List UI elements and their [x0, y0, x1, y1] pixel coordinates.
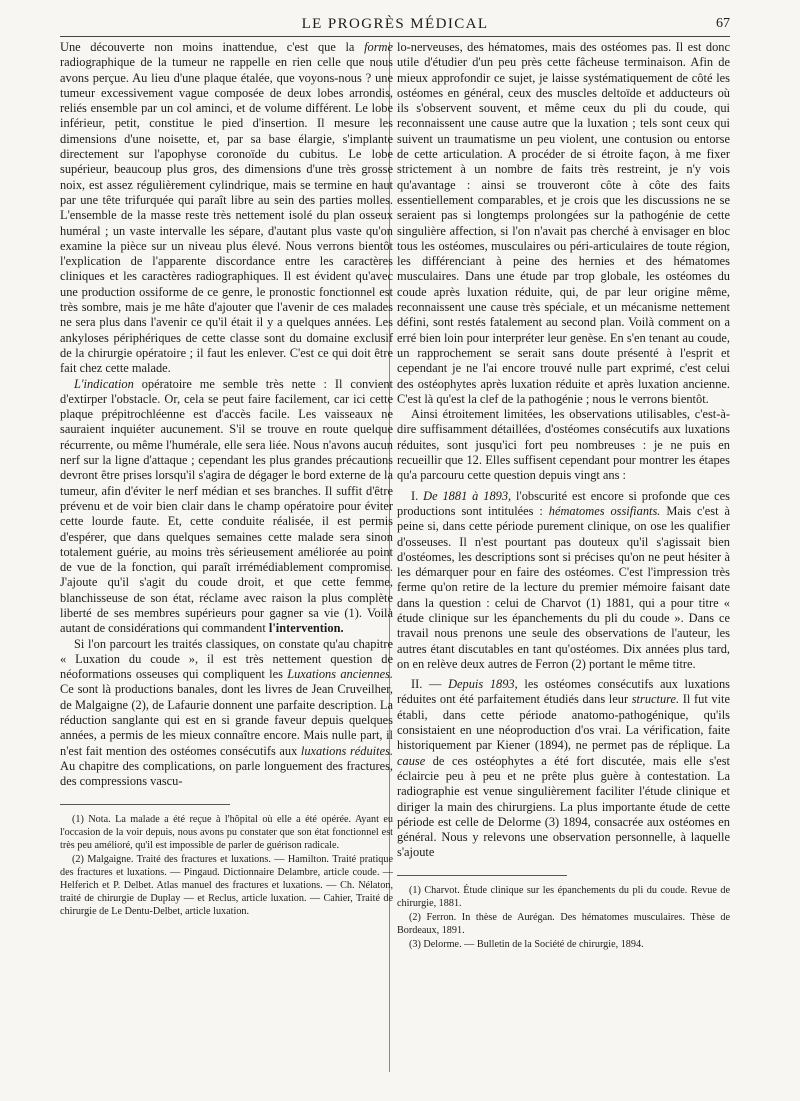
- footnote: (1) Charvot. Étude clinique sur les épanchements du pli du coude. Revue de chirurgie, 1881.: [397, 884, 730, 909]
- footnotes: [60, 813, 393, 918]
- emphasis: forme: [364, 40, 393, 54]
- text-run: de ces ostéophytes a été fort discutée, mais elle s'est éclaircie peu à peu et ne prête plus guère à contestation. La radiographie est venue singulièrement faciliter l'étude clinique et diriger la main des chirurgiens. La plus importante étude de cette période est celle de Delorme (3) 1894, consacrée aux ostéomes en général. Nous y relevons une observation personnelle, à laquelle s'ajoute: [397, 753, 730, 860]
- text-run: radiographique de la tumeur ne rappelle en rien celle que nous avons perçue. Au lieu d'une plaque étalée, que voyons-nous ? une tumeur excessivement vague composée de deux lobes arrondis, reliés ensemble par un col aminci, et de volume différent. Le lobe inférieur, petit, constitue le pied d'insertion. Il mesure les dimensions d'une noisette, et, par sa base élargie, s'implante directement sur l'apophyse coronoïde du cubitus. Le lobe supérieur, beaucoup plus gros, des dimensions d'une très grosse noix, est assez régulièrement cylindrique, mais se termine en haut par une tête trifurquée qui paraît libre au sein des parties molles. L'ensemble de la masse reste très nettement isolé du plan osseux huméral ; un vaste intervalle les sépare, d'autant plus vaste qu'on examine la pièce sur un niveau plus élevé. Nous verrons bientôt l'explication de l'apparente discordance entre les caractères cliniques et les caractères radiographiques. Il est évident qu'avec une production ossiforme de ce genre, le pronostic fonctionnel est très sombre, mais je me hâte d'ajouter que l'avenir de ces malades ne sera plus dans l'avenir ce qu'il était il y a quelques années. Les ankyloses périphériques de cette classe sont du domaine exclusif de la chirurgie opératoire ; il faut les enlever. C'est ce qui doit être fait chez cette malade.: [60, 55, 393, 376]
- paragraph: lo-nerveuses, des hématomes, mais des ostéomes pas. Il est donc utile d'étudier d'un peu près cette fâcheuse terminaison. Afin de mieux approfondir ce sujet, je laisse systématiquement de côté les ostéomes en général, ceux des muscles deltoïde et adducteurs où ils s'observent souvent, et même ceux du pli du coude, qui reconnaissent une cause autre que la luxation ; tels sont ceux qui suivent un traumatisme un peu violent, une contusion ou entorse de cette articulation. A procéder de si étroite façon, à me fixer strictement à un nombre de faits très restreint, je n'y vois qu'avantage : ainsi se trouveront côte à côte des faits essentiellement comparables, et je crois que les discussions ne se seraient pas si longtemps prolongées sur la pathogénie de cette singulière affection, si l'on n'avait pas cherché à envisager en bloc tous les ostéomes, musculaires ou péri-articulaires de toute région, les différenciant à peine des hernies et des hématomes musculaires. Dans une étude par trop globale, les ostéomes du coude après luxation réduite, qui, de par leur origine même, reconnaissent une cause très spéciale, et un mécanisme nettement défini, sont restés fatalement au second plan. Voilà comment on a erré bien loin pour interpréter leur genèse. En s'en tenant au coude, un rapprochement se serait sans doute présenté à l'esprit et cependant je ne l'ai encore trouvé nulle part exprimé, c'est celui des ostéophytes après luxation réduite et après luxation ancienne. C'est là qu'est la clef de la pathogénie ; nous le verrons bientôt.: [397, 40, 730, 406]
- paragraph: [397, 489, 730, 673]
- text-run: opératoire me semble très nette : Il convient d'extirper l'obstacle. Or, cela se peut faire facilement, car ici cette plaque prépitrochléenne est d'accès facile. Les vaisseaux ne sauraient inquiéter aucunement. S'il se trouve en route quelque récurrente, ou même l'humérale, elle sera liée. Nous n'avons aucun nerf sur la ligne d'attaque ; cependant les plus grandes précautions devront être prises lorsqu'il s'agira de dégager le bord externe de la tumeur, afin d'éviter le nerf médian et ses branches. Il suffit d'être prévenu et de voir bien clair dans le champ opératoire pour éviter cette lourde faute. Et, cette conduite réalisée, il est permis d'espérer, que dans quelques semaines cette malade sera sinon totalement guérie, au moins très sérieusement améliorée au point de vue de la fonction, qui paraît irrémédiablement compromise. J'ajoute qu'il s'agit du coude droit, et que cette femme, blanchisseuse de son état, réclame avec raison la plus complète liberté de ses membres supérieurs pour gagner sa vie (1). Voilà autant de considérations qui commandent: [60, 376, 393, 636]
- emphasis: cause: [397, 753, 426, 768]
- section-label: I.: [411, 488, 419, 503]
- journal-title: LE PROGRÈS MÉDICAL: [301, 16, 489, 32]
- emphasis: L'indication: [74, 376, 134, 391]
- paragraph: [60, 637, 393, 790]
- footnote: (2) Malgaigne. Traité des fractures et luxations. — Hamilton. Traité pratique des fractures et luxations. — Pingaud. Dictionnaire Delambre, article coude. — Helferich et P. Delbet. Atlas manuel des fractures et luxations. — Ch. Nélaton, traité de chirurgie de Duplay — et Reclus, article luxation. — Cahier, Traité de chirurgie de Le Dentu-Delbet, article luxation.: [60, 853, 393, 917]
- footnote: (2) Ferron. In thèse de Aurégan. Des hématomes musculaires. Thèse de Bordeaux, 1891.: [397, 911, 730, 936]
- paragraph: [60, 40, 393, 377]
- text-run: Ce sont là productions banales, dont les livres de Jean Cruveilher, de Malgaigne (2), de Lafaurie donnent une parfaite description. La réduction sanglante qui est en si grande faveur depuis quelques années, a permis de les mieux connaître encore. Mais nulle part, il n'est fait mention des ostéomes consécutifs aux: [60, 682, 393, 758]
- running-head: [60, 14, 730, 37]
- emphasis: Luxations anciennes.: [287, 667, 393, 682]
- paragraph: [60, 377, 393, 637]
- text-run: Mais c'est à peine si, dans cette période purement clinique, on ose les qualifier d'osseuses. Il n'est pourtant pas douteux qu'il s'agissait bien d'ostéomes, les descriptions sont si précises qu'on ne peut hésiter à les démarquer pour en faire des ostéomes. C'est l'impression très ferme qu'on retire de la lecture du premier mémoire faisant date dans la question : celui de Charvot (1) 1881, qui a pour titre « étude clinique sur les épanchements du pli du coude ». Dans ce travail nous prenons une seule des observations de l'auteur, les autres étant discutables en tant qu'ostéomes. Dix années plus tard, on en relève deux autres de Ferron (2) portant le même titre.: [397, 503, 730, 671]
- text-run: les ostéomes consécutifs aux luxations réduites ont été parfaitement étudiés dans leur: [397, 677, 730, 707]
- emphasis: De 1881 à 1893,: [423, 488, 512, 503]
- footnote: (3) Delorme. — Bulletin de la Société de chirurgie, 1894.: [409, 938, 644, 950]
- text-run: Une découverte non moins inattendue, c'est que la: [60, 40, 355, 54]
- section-label: II. —: [411, 677, 442, 692]
- right-column: [397, 40, 730, 952]
- emphasis: Depuis 1893,: [448, 677, 518, 692]
- text-run: Il fut vite établi, dans cette période anatomo-pathogénique, qu'ils consistaient en une néoproduction d'os vrai. La vérification, faite historiquement par Kiener (1894), ne permet pas de réplique. La: [397, 692, 730, 753]
- emphasis: hématomes ossifiants.: [548, 503, 661, 518]
- footnote: (1) Nota. La malade a été reçue à l'hôpital où elle a été opérée. Ayant eu l'occasion de la voir depuis, nous avons pu constater que son état fonctionnel est très peu amélioré, qu'il est impossible de parler de guérison radicale.: [60, 813, 393, 851]
- paragraph: [397, 677, 730, 861]
- text-run: Si l'on parcourt les traités classiques, on constate qu'au chapitre « Luxation du coude », il est très nettement question de néoformations osseuses qui compliquent les: [60, 636, 393, 682]
- footnotes: [397, 884, 730, 951]
- page-number: 67: [716, 16, 730, 31]
- emphasis: luxations réduites.: [300, 743, 393, 758]
- text-run: l'obscurité est encore si profonde que ces productions sont intitulées :: [397, 488, 730, 518]
- footnote-rule: [60, 804, 230, 805]
- bold-phrase: l'intervention.: [268, 621, 344, 636]
- emphasis: structure.: [631, 692, 680, 707]
- text-run: Au chapitre des complications, on parle longuement des fractures, des compressions vascu-: [60, 758, 393, 789]
- footnote-rule: [397, 875, 567, 876]
- paragraph: Ainsi étroitement limitées, les observations utilisables, c'est-à-dire suffisamment détaillées, d'ostéomes consécutifs aux luxations réduites, sont jusqu'ici fort peu nombreuses : je ne puis en recueillir que 12. Elles suffisent cependant pour montrer les étapes qu'a parcouru cette question depuis vingt ans :: [397, 407, 730, 483]
- left-column: [60, 40, 393, 919]
